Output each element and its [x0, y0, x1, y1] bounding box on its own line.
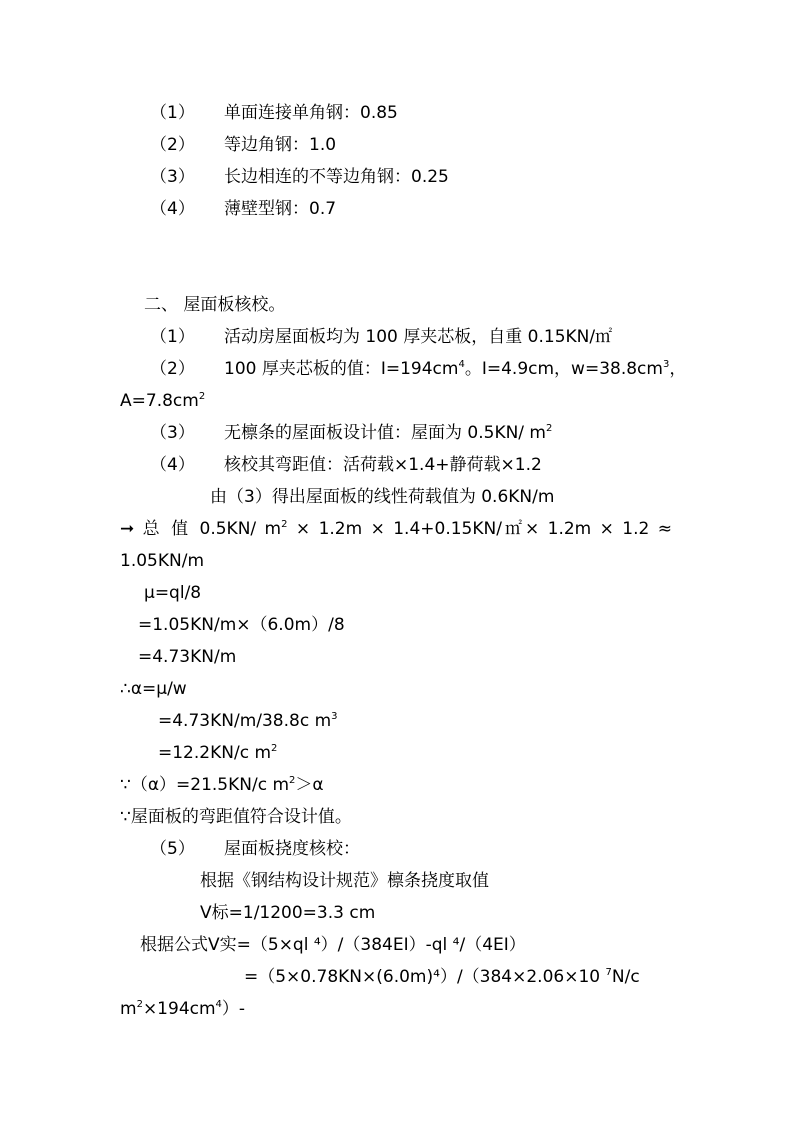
formula-2-part-a: =（5×0.78KN×(6.0m)⁴）/（384×2.06×10	[244, 967, 606, 987]
list-text: 长边相连的不等边角钢：0.25	[224, 167, 449, 187]
because-end: ＞α	[295, 775, 324, 795]
list-number: （5）	[150, 839, 195, 859]
list1-item-3	[150, 166, 449, 188]
list-number: （2）	[150, 135, 195, 155]
mu-step-3: =4.73KN/m	[138, 647, 237, 667]
superscript: 3	[662, 359, 670, 370]
item-4	[150, 454, 542, 476]
alpha-formula: ∴α=μ/w	[120, 679, 187, 699]
list-number: （4）	[150, 199, 195, 219]
list-number: （3）	[150, 167, 195, 187]
list-text: 单面连接单角钢：0.85	[224, 103, 398, 123]
superscript: 2	[271, 743, 278, 754]
list-number: （1）	[150, 327, 195, 347]
item-2-part-a: 100 厚夹芯板的值：I=194cm	[224, 359, 459, 379]
item-3-text: 无檩条的屋面板设计值：屋面为 0.5KN/ m	[224, 423, 546, 443]
item-5	[150, 838, 360, 860]
list-text: 薄壁型钢：0.7	[224, 199, 337, 219]
item-2	[150, 358, 686, 380]
item-1	[150, 326, 612, 348]
superscript: 4	[458, 359, 465, 370]
item-3	[150, 422, 552, 444]
because-line	[120, 774, 324, 796]
item-2-part-c: ，	[669, 359, 687, 379]
superscript: 2	[198, 391, 206, 402]
superscript: 2	[281, 519, 288, 530]
v-standard-line: V标=1/1200=3.3 cm	[200, 903, 376, 923]
total-value-line	[120, 518, 672, 540]
list-number: （4）	[150, 455, 195, 475]
total-part-a: ➞ 总 值 0.5KN/ m	[120, 519, 282, 539]
list-number: （1）	[150, 103, 195, 123]
formula-substitution-continuation	[120, 998, 245, 1020]
mu-formula: μ=ql/8	[144, 583, 202, 603]
item-4-text: 核校其弯距值：活荷载×1.4+静荷载×1.2	[224, 455, 542, 475]
section-title: 二、 屋面板核校。	[144, 295, 286, 315]
formula-substitution	[244, 966, 640, 988]
list1-item-1	[150, 102, 398, 124]
alpha-step-2-text: =4.73KN/m/38.8c m	[158, 711, 332, 731]
superscript: 2	[546, 423, 553, 434]
formula-2-cont-c: ）-	[221, 999, 246, 1019]
formula-line: 根据公式V实=（5×ql ⁴）/（384EI）-ql ⁴/（4EI）	[140, 935, 526, 955]
alpha-step-2	[158, 710, 338, 732]
list1-item-2	[150, 134, 336, 156]
item-2-continuation	[120, 390, 205, 412]
item-2-part-b: 。I=4.9cm，w=38.8cm	[464, 359, 663, 379]
mu-step-2: =1.05KN/m×（6.0m）/8	[138, 615, 345, 635]
list1-item-4	[150, 198, 336, 220]
basis-line: 根据《钢结构设计规范》檩条挠度取值	[200, 871, 489, 891]
formula-2-cont-b: ×194cm	[142, 999, 216, 1019]
item-1-text: 活动房屋面板均为 100 厚夹芯板，自重 0.15KN/㎡	[224, 327, 613, 347]
superscript: 3	[331, 711, 338, 722]
total-part-b: × 1.2m × 1.4+0.15KN/㎡× 1.2m × 1.2 ≈	[295, 519, 672, 539]
superscript: 4	[215, 999, 222, 1010]
alpha-step-3-text: =12.2KN/c m	[158, 743, 271, 763]
because-text: ∵（α）=21.5KN/c m	[120, 775, 290, 795]
superscript: 7	[605, 967, 612, 978]
formula-2-part-b: N/c	[611, 967, 640, 987]
list-number: （3）	[150, 423, 195, 443]
superscript: 2	[136, 999, 143, 1010]
list-text: 等边角钢：1.0	[224, 135, 337, 155]
item-5-text: 屋面板挠度核校：	[224, 839, 360, 859]
total-value-continuation: 1.05KN/m	[120, 551, 205, 571]
superscript: 2	[289, 775, 296, 786]
linear-load-line: 由（3）得出屋面板的线性荷载值为 0.6KN/m	[210, 487, 555, 507]
item-2-cont-text: A=7.8cm	[120, 391, 199, 411]
alpha-step-3	[158, 742, 277, 764]
list-number: （2）	[150, 359, 195, 379]
formula-2-cont-a: m	[120, 999, 137, 1019]
conclusion-line: ∵屋面板的弯距值符合设计值。	[120, 807, 352, 827]
